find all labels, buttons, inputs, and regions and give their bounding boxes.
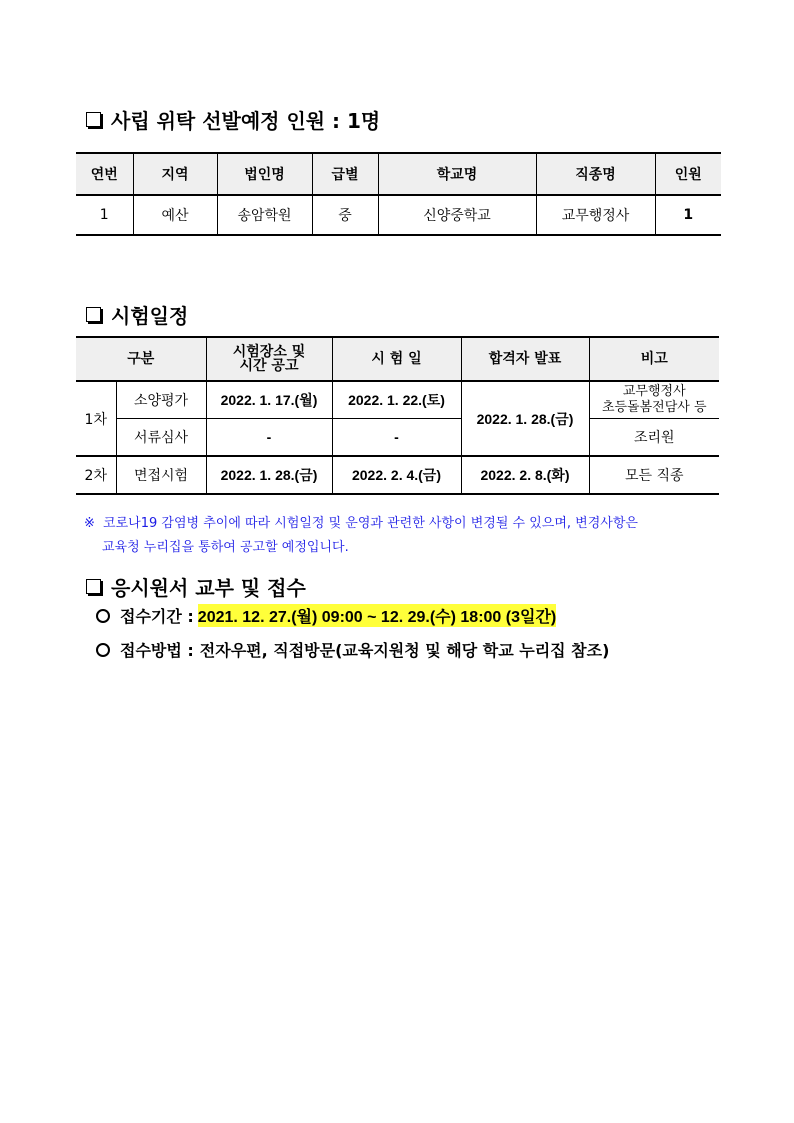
cell-interview-result: 2022. 2. 8.(화): [461, 456, 589, 494]
application-method: [96, 638, 609, 661]
cell-document-exam: -: [332, 419, 461, 457]
table-header-row: [76, 337, 719, 381]
cell-corporation: 송암학원: [217, 195, 312, 235]
period-value: 2021. 12. 27.(월) 09:00 ~ 12. 29.(수) 18:00 (3일간): [198, 604, 556, 627]
cell-aptitude-name: 소양평가: [116, 381, 206, 419]
notice-text-line1: 코로나19 감염병 추이에 따라 시험일정 및 운영과 관련한 사항이 변경될 수 있으며, 변경사항은: [103, 516, 638, 531]
recruitment-table: [76, 152, 721, 236]
header-cell: 학교명: [378, 153, 536, 195]
cell-level: 중: [312, 195, 378, 235]
cell-school: 신양중학교: [378, 195, 536, 235]
table-header-row: [76, 153, 721, 195]
cell-aptitude-remark: [589, 381, 719, 419]
cell-interview-exam: 2022. 2. 4.(금): [332, 456, 461, 494]
reference-mark-icon: ※: [84, 516, 95, 531]
method-value: 전자우편, 직접방문(교육지원청 및 해당 학교 누리집 참조): [199, 641, 610, 660]
cell-document-name: 서류심사: [116, 419, 206, 457]
cell-interview-venue: 2022. 1. 28.(금): [206, 456, 332, 494]
application-period: [96, 604, 556, 627]
notice-line1: [84, 512, 724, 536]
period-label: 접수기간 :: [120, 607, 194, 626]
cell-aptitude-venue: 2022. 1. 17.(월): [206, 381, 332, 419]
cell-count: 1: [655, 195, 721, 235]
table-row: [76, 381, 719, 419]
header-cell: 지역: [133, 153, 217, 195]
section-title-recruitment: [84, 105, 380, 134]
cell-document-venue: -: [206, 419, 332, 457]
section-title-schedule: [84, 300, 188, 329]
remark-line2: 초등돌봄전담사 등: [601, 400, 707, 415]
header-cell: 직종명: [536, 153, 655, 195]
cell-round1-result: 2022. 1. 28.(금): [461, 381, 589, 456]
cell-region: 예산: [133, 195, 217, 235]
header-venue-line2: 시간 공고: [239, 358, 299, 374]
circle-bullet-icon: [96, 643, 110, 657]
header-venue: [206, 337, 332, 381]
cell-job: 교무행정사: [536, 195, 655, 235]
cell-interview-name: 면접시험: [116, 456, 206, 494]
section-title-text: 시험일정: [111, 304, 189, 328]
header-cell: 인원: [655, 153, 721, 195]
notice-text-line2: 교육청 누리집을 통하여 공고할 예정입니다.: [102, 540, 349, 555]
checkbox-square-icon: [86, 307, 101, 322]
cell-document-remark: 조리원: [589, 419, 719, 457]
header-cell: 법인명: [217, 153, 312, 195]
checkbox-square-icon: [86, 579, 101, 594]
remark-line1: 교무행정사: [622, 384, 686, 399]
cell-round1: 1차: [76, 381, 116, 456]
header-remarks: 비고: [589, 337, 719, 381]
notice: [84, 512, 724, 560]
cell-aptitude-exam: 2022. 1. 22.(토): [332, 381, 461, 419]
header-category: 구분: [76, 337, 206, 381]
header-venue-line1: 시험장소 및: [232, 344, 306, 360]
circle-bullet-icon: [96, 609, 110, 623]
cell-interview-remark: 모든 직종: [589, 456, 719, 494]
cell-round2: 2차: [76, 456, 116, 494]
header-exam-date: 시 험 일: [332, 337, 461, 381]
section-title-text: 사립 위탁 선발예정 인원 : 1명: [111, 109, 381, 133]
header-result: 합격자 발표: [461, 337, 589, 381]
section-title-text: 응시원서 교부 및 접수: [111, 576, 306, 600]
cell-number: 1: [76, 195, 133, 235]
table-row: [76, 195, 721, 235]
header-cell: 연번: [76, 153, 133, 195]
header-cell: 급별: [312, 153, 378, 195]
checkbox-square-icon: [86, 112, 101, 127]
table-row: [76, 456, 719, 494]
section-title-application: [84, 572, 306, 601]
schedule-table: [76, 336, 719, 495]
method-label: 접수방법 :: [120, 641, 194, 660]
table-row: [76, 419, 719, 457]
